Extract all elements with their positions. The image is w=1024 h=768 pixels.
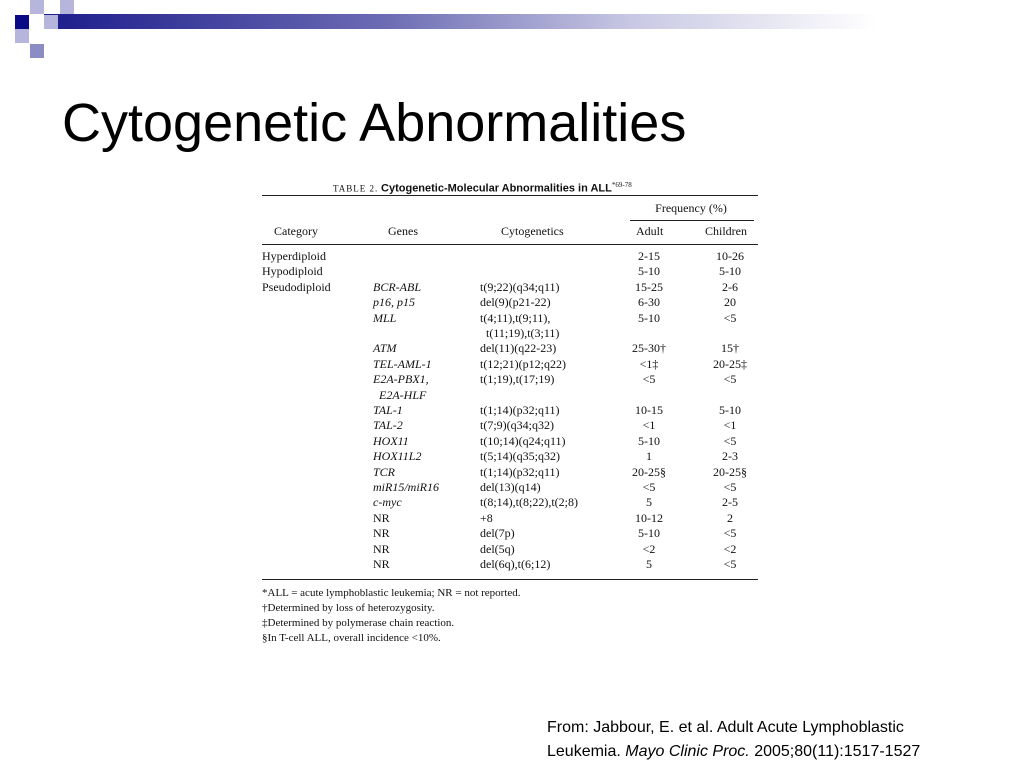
table-row <box>258 264 758 279</box>
table-row <box>258 372 758 387</box>
table-caption <box>333 175 758 195</box>
row-children-frequency: 20-25‡ <box>713 356 747 371</box>
table-row <box>258 280 758 295</box>
decor-square <box>44 15 58 29</box>
row-adult-frequency: 5-10 <box>638 264 660 279</box>
row-cytogenetics: t(7;9)(q34;q32) <box>480 418 554 433</box>
source-journal: Mayo Clinic Proc. <box>625 743 750 760</box>
row-adult-frequency: 1 <box>646 449 652 464</box>
row-children-frequency: 5-10 <box>719 403 741 417</box>
table-row <box>258 326 758 341</box>
row-cytogenetics: t(11;19),t(3;11) <box>480 326 560 340</box>
table-row <box>258 295 758 310</box>
table-row <box>258 388 758 403</box>
row-genes: miR15/miR16 <box>373 480 439 494</box>
row-children-frequency: 2-5 <box>722 495 738 510</box>
row-genes: TEL-AML-1 <box>373 356 432 371</box>
footnote: §In T-cell ALL, overall incidence <10%. <box>262 632 441 644</box>
footnote: †Determined by loss of heterozygosity. <box>262 602 435 614</box>
row-cytogenetics: t(4;11),t(9;11), <box>480 310 551 325</box>
source-citation-details: 2005;80(11):1517-1527 <box>749 743 921 760</box>
table-row <box>258 449 758 464</box>
row-children-frequency: <2 <box>723 541 737 556</box>
header-adult: Adult <box>636 224 664 238</box>
row-genes: TAL-1 <box>373 403 403 417</box>
slide-title: Cytogenetic Abnormalities <box>62 93 687 153</box>
table-row <box>258 403 758 418</box>
row-cytogenetics: del(13)(q14) <box>480 480 541 494</box>
table-row <box>258 357 758 372</box>
header-children: Children <box>705 224 747 238</box>
row-adult-frequency: 10-15 <box>635 403 663 417</box>
row-genes: p16, p15 <box>373 295 415 310</box>
row-children-frequency: 20 <box>724 295 736 310</box>
table-row <box>258 480 758 495</box>
header-frequency: Frequency (%) <box>655 201 727 215</box>
table-row <box>258 249 758 264</box>
row-adult-frequency: 5-10 <box>638 433 660 448</box>
row-adult-frequency: <5 <box>642 372 656 387</box>
table-header <box>258 196 758 244</box>
row-children-frequency: 2 <box>727 510 733 525</box>
table-row <box>258 434 758 449</box>
row-genes: MLL <box>373 310 397 325</box>
table-row <box>258 418 758 433</box>
table-row <box>258 495 758 510</box>
source-citation <box>547 716 1017 764</box>
row-category: Hyperdiploid <box>262 249 326 263</box>
table-body <box>258 245 758 579</box>
row-adult-frequency: <5 <box>642 480 656 494</box>
table-row <box>258 526 758 541</box>
row-adult-frequency: 5 <box>646 495 652 510</box>
table-row <box>258 557 758 572</box>
row-genes: NR <box>373 557 390 571</box>
source-prefix: Leukemia. <box>547 743 626 760</box>
row-children-frequency: 2-3 <box>722 449 738 464</box>
table-caption-refs: *69-78 <box>611 181 632 189</box>
row-cytogenetics: t(8;14),t(8;22),t(2;8) <box>480 495 578 510</box>
decor-square <box>30 0 44 14</box>
row-children-frequency: 15† <box>721 341 739 356</box>
row-children-frequency: 2-6 <box>722 279 738 294</box>
table-row <box>258 542 758 557</box>
row-adult-frequency: 10-12 <box>635 510 663 525</box>
row-cytogenetics: t(5;14)(q35;q32) <box>480 449 560 464</box>
table-row <box>258 511 758 526</box>
header-genes: Genes <box>388 224 418 238</box>
row-children-frequency: <5 <box>723 557 737 571</box>
row-children-frequency: <5 <box>723 433 737 448</box>
row-children-frequency: 10-26 <box>716 249 744 263</box>
table-row <box>258 341 758 356</box>
row-genes: HOX11L2 <box>373 449 422 464</box>
row-cytogenetics: t(1;14)(p32;q11) <box>480 464 560 479</box>
row-children-frequency: <1 <box>723 418 737 433</box>
row-children-frequency: <5 <box>723 372 737 387</box>
row-adult-frequency: 20-25§ <box>632 464 666 479</box>
header-cytogenetics: Cytogenetics <box>501 224 564 238</box>
frequency-rule <box>630 220 754 221</box>
decor-square <box>60 0 74 14</box>
row-adult-frequency: 15-25 <box>635 279 663 294</box>
row-category: Hypodiploid <box>262 264 323 279</box>
row-adult-frequency: <2 <box>642 541 656 556</box>
row-genes: E2A-HLF <box>373 387 427 402</box>
row-children-frequency: <5 <box>723 480 737 494</box>
row-genes: NR <box>373 510 390 525</box>
decor-square <box>15 29 29 43</box>
row-genes: NR <box>373 526 390 541</box>
row-cytogenetics: t(1;14)(p32;q11) <box>480 403 560 417</box>
table-footnotes <box>262 580 758 646</box>
row-adult-frequency: 5 <box>646 557 652 571</box>
row-adult-frequency: 6-30 <box>638 295 660 310</box>
row-cytogenetics: del(9)(p21-22) <box>480 295 551 310</box>
row-adult-frequency: <1‡ <box>639 356 659 371</box>
decor-square <box>30 44 44 58</box>
row-children-frequency: <5 <box>723 310 737 325</box>
row-genes: TAL-2 <box>373 418 403 433</box>
row-genes: c-myc <box>373 495 402 510</box>
row-genes: E2A-PBX1, <box>373 372 429 387</box>
row-cytogenetics: +8 <box>480 510 493 525</box>
row-adult-frequency: 2-15 <box>638 249 660 263</box>
row-adult-frequency: 25-30† <box>632 341 666 356</box>
footnote: ‡Determined by polymerase chain reaction. <box>262 617 455 629</box>
row-cytogenetics: del(5q) <box>480 541 515 556</box>
row-genes: TCR <box>373 464 396 479</box>
row-children-frequency: <5 <box>723 526 737 541</box>
row-children-frequency: 5-10 <box>719 264 741 279</box>
row-genes: BCR-ABL <box>373 279 421 294</box>
row-genes: ATM <box>373 341 397 356</box>
table-caption-title: Cytogenetic-Molecular Abnormalities in ALL <box>381 182 612 195</box>
row-cytogenetics: t(12;21)(p12;q22) <box>480 356 566 371</box>
row-cytogenetics: t(9;22)(q34;q11) <box>480 279 560 294</box>
header-category: Category <box>274 224 318 238</box>
row-genes: HOX11 <box>373 433 409 448</box>
row-adult-frequency: 5-10 <box>638 526 660 541</box>
row-adult-frequency: <1 <box>642 418 656 433</box>
row-children-frequency: 20-25§ <box>713 464 747 479</box>
decor-square <box>15 15 29 29</box>
table-figure <box>258 175 758 646</box>
row-category: Pseudodiploid <box>262 279 331 294</box>
row-cytogenetics: del(11)(q22-23) <box>480 341 557 356</box>
row-cytogenetics: t(1;19),t(17;19) <box>480 372 555 387</box>
table-row <box>258 311 758 326</box>
row-adult-frequency: 5-10 <box>638 310 660 325</box>
source-line-1: From: Jabbour, E. et al. Adult Acute Lymphoblastic <box>547 719 904 736</box>
row-cytogenetics: del(6q),t(6;12) <box>480 557 551 571</box>
table-caption-label: TABLE 2. <box>333 183 379 194</box>
row-genes: NR <box>373 541 390 556</box>
source-line-2 <box>547 740 1017 764</box>
header-gradient-bar <box>44 14 1024 29</box>
row-cytogenetics: del(7p) <box>480 526 515 541</box>
table-row <box>258 465 758 480</box>
footnote: *ALL = acute lymphoblastic leukemia; NR = not reported. <box>262 587 521 599</box>
row-cytogenetics: t(10;14)(q24;q11) <box>480 433 566 448</box>
